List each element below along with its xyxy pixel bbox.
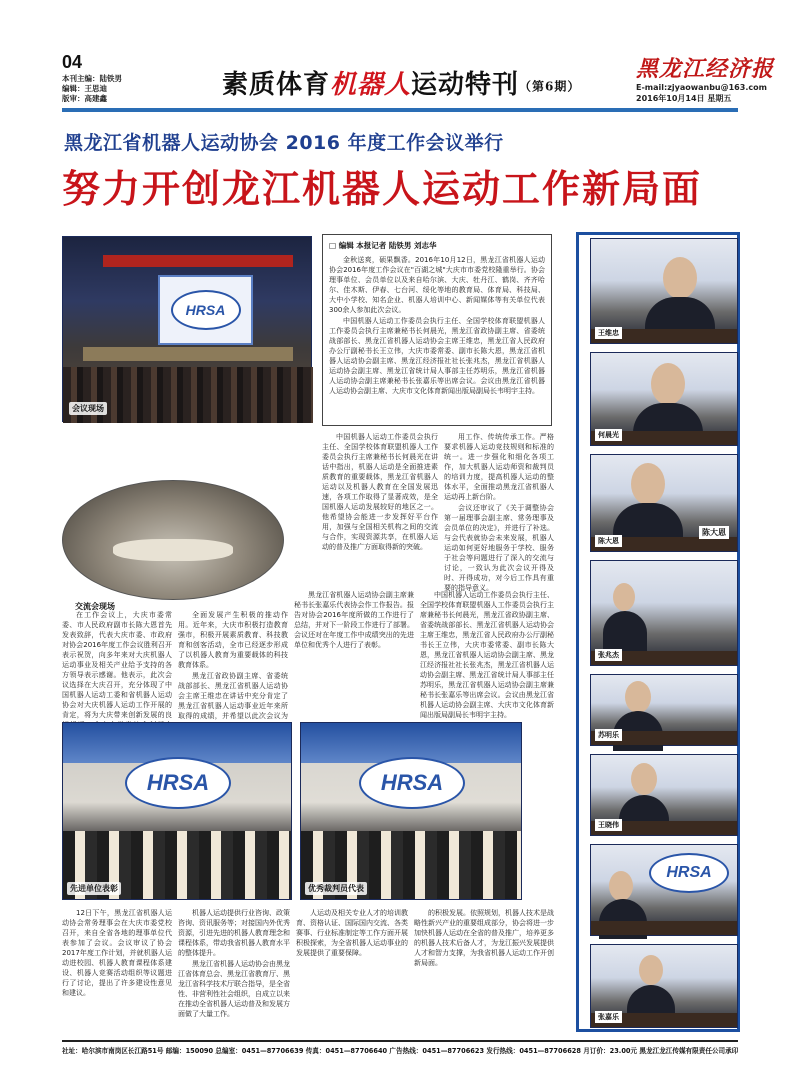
- editor-credits: [62, 74, 122, 104]
- paragraph: 黑龙江省机器人运动协会由黑龙江省体育总会、黑龙江省教育厅、黑龙江省科学技术厅联合指导，是全省性、非营利性社会组织，自成立以来在推动全省机器人运动普及和发展方面做了大量工作。: [178, 960, 290, 1018]
- speaker-body: [603, 611, 647, 651]
- byline: □ 编辑 本报记者 陆铁男 刘志华: [329, 241, 437, 250]
- speaker-name: 张兆杰: [595, 649, 622, 661]
- article-column: [444, 432, 554, 592]
- article-column: [178, 610, 288, 720]
- projection-screen: [158, 275, 253, 345]
- speaker-head: [631, 763, 657, 795]
- table-name-card: 陈大恩: [699, 526, 729, 539]
- article-column: [420, 590, 554, 719]
- exchange-meeting-photo: [62, 480, 284, 600]
- stage-table: [83, 347, 293, 361]
- paragraph: 中国机器人运动工作委员会执行主任、全国学校体育联盟机器人工作委员会执行主席兼秘书长何晨光，黑龙江省政协副主席、省委统战部部长、黑龙江省机器人运动协会主席王维忠，黑龙江省人民政府办公厅副秘书长王立伟，大庆市委常委、副市长陈大恩，黑龙江省机器人运动协会副主席、黑龙江经济报社社长张兆杰，黑龙江省机器人运动协会副主席、黑龙江省统计局人事部主任苏明乐，黑龙江省机器人运动协会副主席兼秘书长张嘉乐等出席会议。会议由黑龙江省机器人运动协会副主席、大庆市文化体育新闻出版局副局长韦明宇主持。: [329, 317, 545, 395]
- paragraph: 金秋送爽，硕果飘香。2016年10月12日，黑龙江省机器人运动协会2016年度工作会议在"百湖之城"大庆市市委党校隆重举行。协会理事单位、会员单位以及来自哈尔滨、大庆、牡丹江、鹤岗、齐齐哈尔、佳木斯、伊春、七台河、绥化等地的教育局、体育局、科技局、大中小学校、知名企业、机器人培训中心、新闻媒体等有关单位代表300余人参加此次会议。: [329, 256, 545, 314]
- hrsa-logo-icon: HRSA: [125, 757, 231, 809]
- article-column: [62, 610, 172, 719]
- photo-caption: 会议现场: [69, 402, 107, 415]
- lead-text: [329, 255, 545, 425]
- article-column: [414, 908, 554, 1036]
- speaker-head: [663, 257, 697, 299]
- article-column: [322, 432, 438, 588]
- subheadline: 黑龙江省机器人运动协会 2016 年度工作会议举行: [64, 132, 504, 154]
- editor-line: 版审：高建鑫: [62, 94, 107, 103]
- award-ceremony-photo: [300, 722, 522, 900]
- desk: [591, 921, 737, 935]
- issue-date: 2016年10月14日 星期五: [636, 94, 732, 103]
- article-column: [62, 908, 172, 1036]
- paragraph: 黑龙江省政协副主席、省委统战部部长、黑龙江省机器人运动协会主席王维忠在讲话中充分肯定了黑龙江省机器人运动事业近年来所取得的成绩，并希望以此次会议为: [178, 672, 288, 720]
- stage-banner: [103, 255, 293, 267]
- main-headline: 努力开创龙江机器人运动工作新局面: [62, 167, 703, 211]
- speaker-head: [609, 871, 633, 901]
- masthead: [0, 0, 800, 112]
- speaker-name: 张嘉乐: [595, 1011, 622, 1023]
- speaker-portrait: [590, 674, 738, 746]
- speaker-portrait: [590, 352, 738, 446]
- speaker-portrait: [590, 238, 738, 344]
- speaker-head: [625, 681, 651, 713]
- meeting-hall-photo: [62, 236, 312, 422]
- editor-line: 本刊主编：陆铁男: [62, 74, 122, 83]
- title-part: 素质体育: [222, 70, 331, 100]
- paragraph: 用工作、传统传承工作。严格要求机器人运动竞技规则和标准的统一。进一步强化和细化各项工作，加大机器人运动师资和裁判员的培训力度，提高机器人运动的整体水平，全面推动黑龙江省机器人运动再上新台阶。: [444, 433, 554, 501]
- speaker-head: [639, 955, 663, 985]
- speaker-portrait: [590, 844, 738, 936]
- paragraph: 在工作会议上，大庆市委常委、市人民政府副市长陈大恩首先发表致辞，代表大庆市委、市政府对协会2016年度工作会议胜利召开表示祝贺，向多年来对大庆机器人运动事业及相关产业给予支持的各方领导表示感谢。他表示，此次会议选择在大庆召开，充分体现了中国机器人运动工委和省机器人运动协会对大庆机器人运动工作开展的肯定，将为大庆带来创新发展的良: [62, 611, 172, 719]
- masthead-rule: [62, 108, 738, 112]
- article-column: [296, 908, 408, 1036]
- article-column: [178, 908, 290, 1036]
- paragraph: 中国机器人运动工作委员会执行主任、全国学校体育联盟机器人工作委员会执行主席兼秘书长何晨光在讲话中指出，机器人运动是全面推进素质教育的重要载体，黑龙江省机器人运动以及机器人教育在全国发展迅速，各项工作取得了显著成效，是全国机器人运动发展较好的地区之一。他希望协会能进一步发挥好平台作用，加强与全国相关机构之间的交流与合作，实现资源共享，在机器人运动的普及推广方面取得新的突破。: [322, 433, 438, 551]
- hrsa-logo-icon: HRSA: [649, 853, 729, 893]
- speaker-portrait: [590, 454, 738, 552]
- speaker-portrait: [590, 754, 738, 836]
- speaker-name: 王晓伟: [595, 819, 622, 831]
- title-robot-word: 机器人: [330, 70, 412, 100]
- speaker-name: 陈大恩: [595, 535, 622, 547]
- speaker-portrait: [590, 560, 738, 666]
- speaker-portrait: [590, 944, 738, 1028]
- speaker-name: 苏明乐: [595, 729, 622, 741]
- lead-article-box: [322, 234, 552, 426]
- paragraph: 的积极发展。依照规划，机器人技术是战略性新兴产业的重要组成部分，协会将进一步加快机器人运动在全省的普及推广，培养更多的机器人技术后备人才，为龙江振兴发展提供人才和智力支撑，为我省机器人运动工作开创新局面。: [414, 909, 554, 967]
- paragraph: 全面发展产生积极的推动作用。近年来，大庆市积极打造教育强市，积极开展素质教育、科技教育和创客活动，全市已经逐步形成了以机器人教育为重要载体的科技教育体系。: [178, 611, 288, 669]
- speaker-name: 王维忠: [595, 327, 622, 339]
- paragraph: 中国机器人运动工作委员会执行主任、全国学校体育联盟机器人工作委员会执行主席兼秘书长何晨光，黑龙江省政协副主席、省委统战部部长、黑龙江省机器人运动协会主席王维忠，黑龙江省人民政府办公厅副秘书长王立伟，大庆市委常委、副市长陈大恩，黑龙江省机器人运动协会副主席、黑龙江经济报社社长张兆杰，黑龙江省机器人运动协会副主席、黑龙江省统计局人事部主任苏明乐，黑龙江省机器人运动协会副主席兼秘书长张嘉乐等出席会议。会议由黑龙江省机器人运动协会副主席、大庆市文化体育新闻出版局副局长韦明宇主持。: [420, 591, 554, 719]
- paragraph: 机器人运动提供行业咨询、政策咨询、资讯服务等；对接国内外优秀资源，引进先进的机器人教育理念和课程体系，带动我省机器人教育水平的整体提升。: [178, 909, 290, 957]
- paragraph: 会议还审议了《关于调整协会第一届理事会副主席、常务理事及会员单位的决定》，并进行了补选。与会代表就协会未来发展，机器人运动如何更好地服务于学校、服务于社会等问题进行了深入的交流与讨论，一致认为此次会议开得及时、开得成功，对今后工作具有重要的指导意义。: [444, 504, 554, 592]
- photo-caption: 先进单位表彰: [67, 882, 121, 895]
- paragraph: 12日下午，黑龙江省机器人运动协会常务理事会在大庆市委党校召开，来自全省各地的理事单位代表参加了会议。会议审议了协会2017年度工作计划，并就机器人运动进校园、机器人教育课程体系建设、机器人竞赛活动组织等议题进行了讨论，提出了许多建设性意见和建议。: [62, 909, 172, 997]
- title-part: 运动特刊: [411, 70, 520, 100]
- photo-caption: 优秀裁判员代表: [305, 882, 367, 895]
- page-number: 04: [62, 52, 83, 72]
- article-column: [294, 590, 414, 716]
- conference-table: [113, 539, 233, 561]
- speaker-head: [631, 463, 665, 505]
- paragraph: 人运动及相关专业人才的培训教育、资格认证、国际国内交流、各类赛事、行业标准制定等工作方面开展积极探索，为全省机器人运动事业的发展提供了重要保障。: [296, 909, 408, 957]
- hrsa-logo-icon: HRSA: [359, 757, 465, 809]
- speaker-head: [613, 583, 635, 611]
- newspaper-meta: [636, 82, 767, 104]
- award-ceremony-photo: [62, 722, 292, 900]
- footer-rule: [62, 1040, 738, 1042]
- footer-imprint: 社址：哈尔滨市南岗区长江路51号 邮编：150090 总编室：0451—87706639 传真：0451—87706640 广告热线：0451—87706623 发行热线：0451—87706628 月订价：23.00元 黑龙江龙江传媒有限责任公司承印: [62, 1047, 739, 1055]
- editor-line: 编辑：王思迪: [62, 84, 107, 93]
- paragraph: 黑龙江省机器人运动协会副主席兼秘书长张嘉乐代表协会作工作报告。报告对协会2016年度所做的工作进行了总结，并对下一阶段工作进行了部署。会议还对在年度工作中成绩突出的先进单位和优秀个人进行了表彰。: [294, 591, 414, 649]
- newspaper-logo: 黑龙江经济报: [636, 56, 775, 82]
- speaker-name: 何晨光: [595, 429, 622, 441]
- email-link[interactable]: E-mail:zjyaowanbu@163.com: [636, 83, 767, 92]
- photo-caption: 交流会现场: [72, 600, 118, 613]
- issue-number: （第6期）: [519, 79, 581, 94]
- special-issue-title: [222, 64, 580, 101]
- speaker-head: [651, 363, 685, 405]
- hrsa-logo-icon: HRSA: [171, 290, 241, 330]
